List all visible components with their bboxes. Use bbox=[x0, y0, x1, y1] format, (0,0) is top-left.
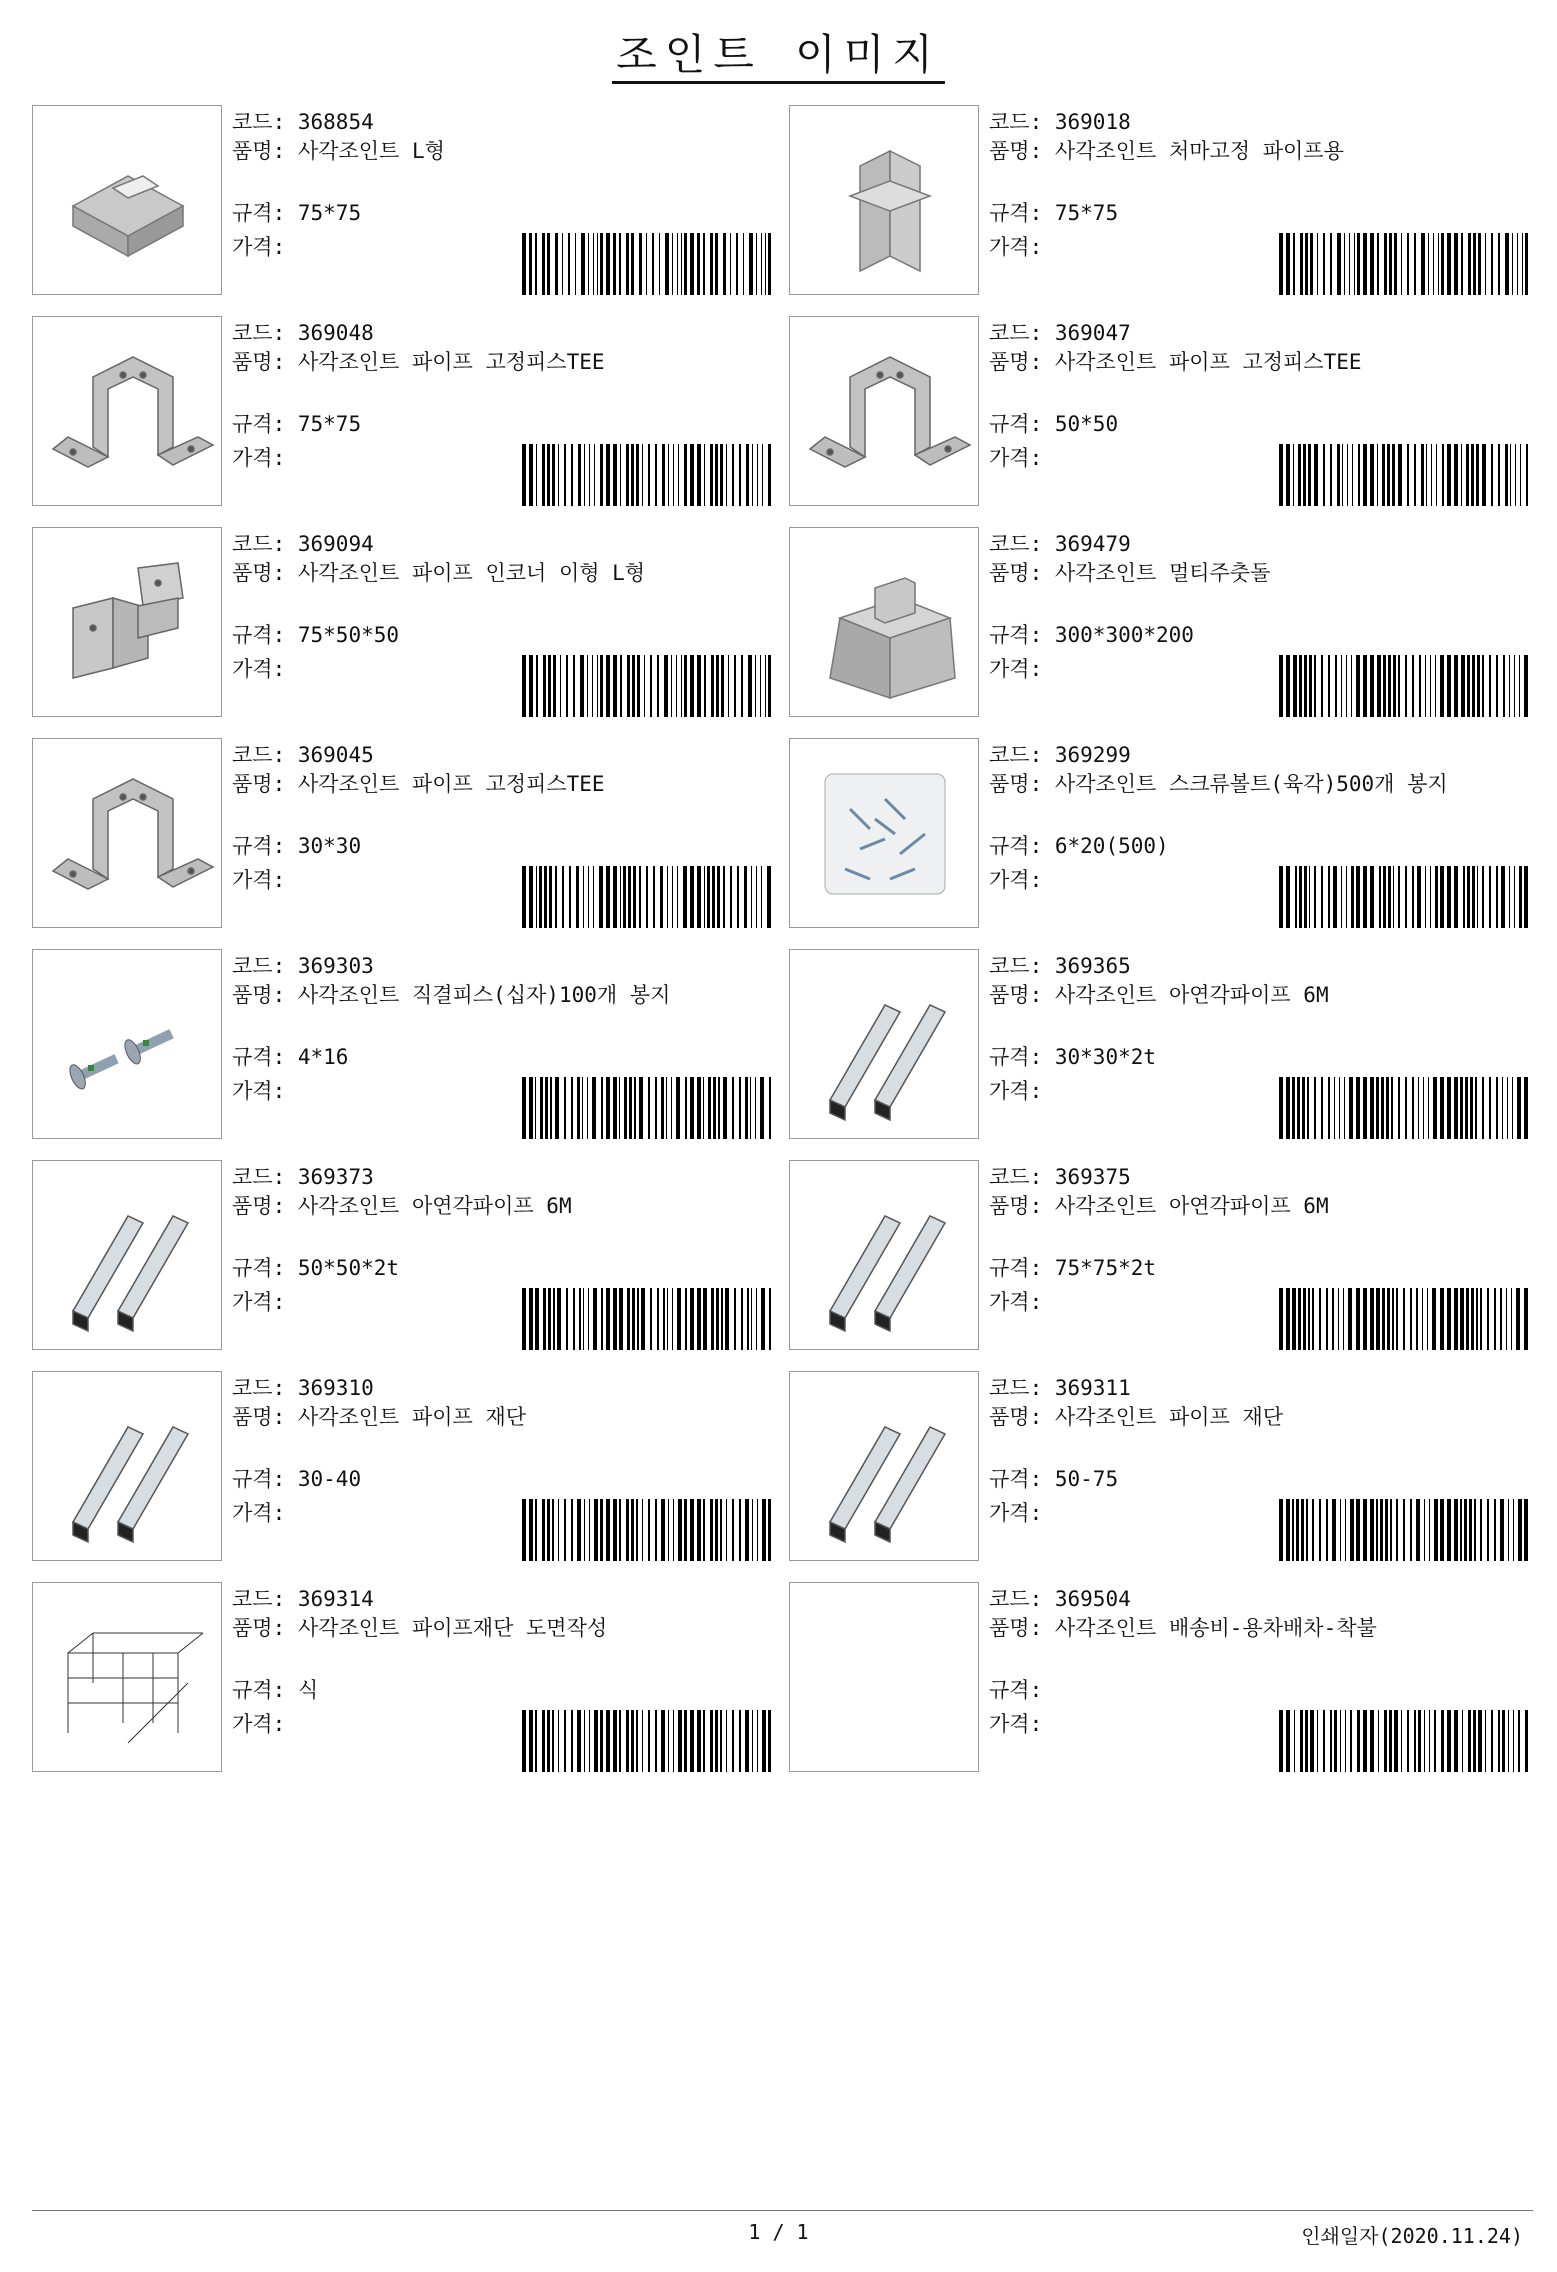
square-pipe-icon bbox=[790, 1161, 978, 1349]
barcode bbox=[522, 866, 774, 928]
spec-value: 300*300*200 bbox=[1054, 623, 1194, 647]
spec-row: 규격: bbox=[989, 1678, 1043, 1702]
price-row: 가격: bbox=[232, 235, 286, 259]
price-row: 가격: bbox=[232, 657, 286, 681]
spec-row: 규격: 75*75 bbox=[989, 201, 1119, 225]
barcode bbox=[1279, 1710, 1531, 1772]
name-row: 품명: 사각조인트 배송비-용차배차-착불 bbox=[989, 1616, 1377, 1640]
tee-bracket-icon bbox=[790, 317, 978, 505]
price-row: 가격: bbox=[989, 657, 1043, 681]
code-value: 369018 bbox=[1054, 110, 1131, 134]
code-row: 코드: 369303 bbox=[232, 954, 374, 978]
inner-corner-icon bbox=[33, 528, 221, 716]
spec-row: 규격: 4*16 bbox=[232, 1045, 349, 1069]
name-value: 사각조인트 배송비-용차배차-착불 bbox=[1054, 1616, 1377, 1640]
spec-value: 4*16 bbox=[297, 1045, 349, 1069]
product-card bbox=[789, 105, 1534, 297]
page-title: 조인트 이미지 bbox=[0, 22, 1557, 82]
product-image bbox=[789, 949, 979, 1139]
price-row: 가격: bbox=[989, 868, 1043, 892]
product-image bbox=[32, 105, 222, 295]
name-row: 품명: 사각조인트 스크류볼트(육각)500개 봉지 bbox=[989, 772, 1448, 796]
spec-value: 50*50*2t bbox=[297, 1256, 400, 1280]
product-image bbox=[32, 738, 222, 928]
name-row: 품명: 사각조인트 직결피스(십자)100개 봉지 bbox=[232, 983, 671, 1007]
code-value: 369310 bbox=[297, 1376, 374, 1400]
product-image bbox=[32, 1582, 222, 1772]
square-pipe-icon bbox=[33, 1372, 221, 1560]
spec-row: 규격: 50-75 bbox=[989, 1467, 1119, 1491]
product-card bbox=[789, 527, 1534, 719]
price-row: 가격: bbox=[989, 446, 1043, 470]
code-value: 369094 bbox=[297, 532, 374, 556]
spec-value: 75*75 bbox=[297, 201, 362, 225]
name-row: 품명: 사각조인트 파이프 고정피스TEE bbox=[989, 350, 1362, 374]
tee-bracket-icon bbox=[33, 317, 221, 505]
spec-row: 규격: 6*20(500) bbox=[989, 834, 1169, 858]
product-image bbox=[789, 527, 979, 717]
product-card bbox=[789, 316, 1534, 508]
code-row: 코드: 369504 bbox=[989, 1587, 1131, 1611]
price-row: 가격: bbox=[232, 1712, 286, 1736]
spec-value: 75*75 bbox=[297, 412, 362, 436]
structure-drawing-icon bbox=[33, 1583, 221, 1771]
name-row: 품명: 사각조인트 아연각파이프 6M bbox=[989, 1194, 1329, 1218]
spec-value: 75*50*50 bbox=[297, 623, 400, 647]
code-row: 코드: 369314 bbox=[232, 1587, 374, 1611]
l-joint-icon bbox=[33, 106, 221, 294]
spec-row: 규격: 300*300*200 bbox=[989, 623, 1194, 647]
barcode bbox=[522, 1499, 774, 1561]
product-image bbox=[32, 316, 222, 506]
product-card bbox=[789, 1371, 1534, 1563]
square-pipe-icon bbox=[790, 950, 978, 1138]
product-card bbox=[32, 1371, 777, 1563]
spec-value: 75*75 bbox=[1054, 201, 1119, 225]
empty bbox=[790, 1583, 978, 1771]
spec-value: 50*50 bbox=[1054, 412, 1119, 436]
code-value: 369299 bbox=[1054, 743, 1131, 767]
screw-bag-icon bbox=[790, 739, 978, 927]
name-value: 사각조인트 아연각파이프 6M bbox=[1054, 983, 1329, 1007]
code-row: 코드: 369045 bbox=[232, 743, 374, 767]
barcode bbox=[1279, 1077, 1531, 1139]
code-row: 코드: 369094 bbox=[232, 532, 374, 556]
barcode bbox=[1279, 233, 1531, 295]
name-value: 사각조인트 아연각파이프 6M bbox=[297, 1194, 572, 1218]
name-row: 품명: 사각조인트 처마고정 파이프용 bbox=[989, 139, 1344, 163]
spec-row: 규격: 30*30*2t bbox=[989, 1045, 1157, 1069]
name-value: 사각조인트 처마고정 파이프용 bbox=[1054, 139, 1344, 163]
spec-row: 규격: 50*50 bbox=[989, 412, 1119, 436]
name-value: 사각조인트 파이프 고정피스TEE bbox=[297, 350, 605, 374]
product-card bbox=[32, 1160, 777, 1352]
spec-value: 50-75 bbox=[1054, 1467, 1119, 1491]
code-value: 368854 bbox=[297, 110, 374, 134]
code-row: 코드: 369311 bbox=[989, 1376, 1131, 1400]
product-card bbox=[32, 105, 777, 297]
name-value: 사각조인트 스크류볼트(육각)500개 봉지 bbox=[1054, 772, 1448, 796]
code-value: 369373 bbox=[297, 1165, 374, 1189]
name-row: 품명: 사각조인트 멀티주춧돌 bbox=[989, 561, 1271, 585]
name-value: 사각조인트 직결피스(십자)100개 봉지 bbox=[297, 983, 671, 1007]
code-row: 코드: 369048 bbox=[232, 321, 374, 345]
tee-bracket-icon bbox=[33, 739, 221, 927]
spec-value: 6*20(500) bbox=[1054, 834, 1169, 858]
barcode bbox=[1279, 444, 1531, 506]
barcode bbox=[522, 1077, 774, 1139]
product-image bbox=[32, 527, 222, 717]
product-image bbox=[32, 1160, 222, 1350]
code-row: 코드: 369373 bbox=[232, 1165, 374, 1189]
name-value: 사각조인트 파이프재단 도면작성 bbox=[297, 1616, 608, 1640]
name-value: 사각조인트 파이프 인코너 이형 L형 bbox=[297, 561, 646, 585]
code-value: 369314 bbox=[297, 1587, 374, 1611]
barcode bbox=[522, 444, 774, 506]
price-row: 가격: bbox=[232, 1290, 286, 1314]
code-row: 코드: 369018 bbox=[989, 110, 1131, 134]
name-row: 품명: 사각조인트 파이프재단 도면작성 bbox=[232, 1616, 608, 1640]
spec-value: 30*30*2t bbox=[1054, 1045, 1157, 1069]
price-row: 가격: bbox=[989, 235, 1043, 259]
spec-row: 규격: 30-40 bbox=[232, 1467, 362, 1491]
barcode bbox=[1279, 1499, 1531, 1561]
code-row: 코드: 369375 bbox=[989, 1165, 1131, 1189]
code-row: 코드: 369299 bbox=[989, 743, 1131, 767]
spec-row: 규격: 75*75*2t bbox=[989, 1256, 1157, 1280]
name-value: 사각조인트 멀티주춧돌 bbox=[1054, 561, 1271, 585]
product-image bbox=[789, 738, 979, 928]
product-card bbox=[789, 949, 1534, 1141]
barcode bbox=[522, 1288, 774, 1350]
spec-row: 규격: 30*30 bbox=[232, 834, 362, 858]
price-row: 가격: bbox=[989, 1290, 1043, 1314]
eave-bracket-icon bbox=[790, 106, 978, 294]
name-value: 사각조인트 파이프 고정피스TEE bbox=[297, 772, 605, 796]
name-row: 품명: 사각조인트 파이프 고정피스TEE bbox=[232, 772, 605, 796]
product-image bbox=[789, 316, 979, 506]
product-image bbox=[789, 105, 979, 295]
print-date: 인쇄일자(2020.11.24) bbox=[1301, 2224, 1523, 2248]
price-row: 가격: bbox=[989, 1712, 1043, 1736]
code-row: 코드: 368854 bbox=[232, 110, 374, 134]
product-card bbox=[32, 527, 777, 719]
barcode bbox=[1279, 866, 1531, 928]
spec-row: 규격: 75*75 bbox=[232, 412, 362, 436]
code-value: 369365 bbox=[1054, 954, 1131, 978]
price-row: 가격: bbox=[989, 1501, 1043, 1525]
code-value: 369311 bbox=[1054, 1376, 1131, 1400]
price-row: 가격: bbox=[989, 1079, 1043, 1103]
spec-row: 규격: 식 bbox=[232, 1678, 319, 1702]
name-value: 사각조인트 파이프 재단 bbox=[1054, 1405, 1284, 1429]
name-value: 사각조인트 아연각파이프 6M bbox=[1054, 1194, 1329, 1218]
product-card bbox=[32, 1582, 777, 1774]
barcode bbox=[522, 233, 774, 295]
square-pipe-icon bbox=[790, 1372, 978, 1560]
spec-value: 식 bbox=[297, 1678, 319, 1702]
spec-row: 규격: 75*50*50 bbox=[232, 623, 400, 647]
spec-value: 30-40 bbox=[297, 1467, 362, 1491]
code-value: 369375 bbox=[1054, 1165, 1131, 1189]
code-value: 369479 bbox=[1054, 532, 1131, 556]
name-row: 품명: 사각조인트 파이프 인코너 이형 L형 bbox=[232, 561, 646, 585]
name-row: 품명: 사각조인트 아연각파이프 6M bbox=[989, 983, 1329, 1007]
name-row: 품명: 사각조인트 아연각파이프 6M bbox=[232, 1194, 572, 1218]
square-pipe-icon bbox=[33, 1161, 221, 1349]
code-row: 코드: 369365 bbox=[989, 954, 1131, 978]
page-number: 1 / 1 bbox=[748, 2220, 809, 2244]
product-card bbox=[789, 738, 1534, 930]
code-value: 369048 bbox=[297, 321, 374, 345]
product-image bbox=[32, 1371, 222, 1561]
product-card bbox=[32, 949, 777, 1141]
code-value: 369504 bbox=[1054, 1587, 1131, 1611]
name-row: 품명: 사각조인트 L형 bbox=[232, 139, 445, 163]
price-row: 가격: bbox=[232, 446, 286, 470]
name-value: 사각조인트 L형 bbox=[297, 139, 445, 163]
spec-value: 30*30 bbox=[297, 834, 362, 858]
code-value: 369047 bbox=[1054, 321, 1131, 345]
product-image bbox=[789, 1582, 979, 1772]
foundation-stone-icon bbox=[790, 528, 978, 716]
barcode bbox=[1279, 655, 1531, 717]
name-row: 품명: 사각조인트 파이프 재단 bbox=[232, 1405, 527, 1429]
code-row: 코드: 369047 bbox=[989, 321, 1131, 345]
spec-row: 규격: 50*50*2t bbox=[232, 1256, 400, 1280]
code-value: 369045 bbox=[297, 743, 374, 767]
code-row: 코드: 369310 bbox=[232, 1376, 374, 1400]
footer-divider bbox=[32, 2210, 1533, 2211]
code-value: 369303 bbox=[297, 954, 374, 978]
barcode bbox=[522, 1710, 774, 1772]
name-row: 품명: 사각조인트 파이프 고정피스TEE bbox=[232, 350, 605, 374]
barcode bbox=[1279, 1288, 1531, 1350]
price-row: 가격: bbox=[232, 1501, 286, 1525]
product-card bbox=[32, 316, 777, 508]
code-row: 코드: 369479 bbox=[989, 532, 1131, 556]
name-value: 사각조인트 파이프 재단 bbox=[297, 1405, 527, 1429]
product-image bbox=[32, 949, 222, 1139]
product-image bbox=[789, 1160, 979, 1350]
barcode bbox=[522, 655, 774, 717]
spec-row: 규격: 75*75 bbox=[232, 201, 362, 225]
spec-value: 75*75*2t bbox=[1054, 1256, 1157, 1280]
price-row: 가격: bbox=[232, 868, 286, 892]
price-row: 가격: bbox=[232, 1079, 286, 1103]
product-card bbox=[789, 1160, 1534, 1352]
screws-icon bbox=[33, 950, 221, 1138]
product-card bbox=[32, 738, 777, 930]
product-image bbox=[789, 1371, 979, 1561]
name-row: 품명: 사각조인트 파이프 재단 bbox=[989, 1405, 1284, 1429]
product-card bbox=[789, 1582, 1534, 1774]
name-value: 사각조인트 파이프 고정피스TEE bbox=[1054, 350, 1362, 374]
